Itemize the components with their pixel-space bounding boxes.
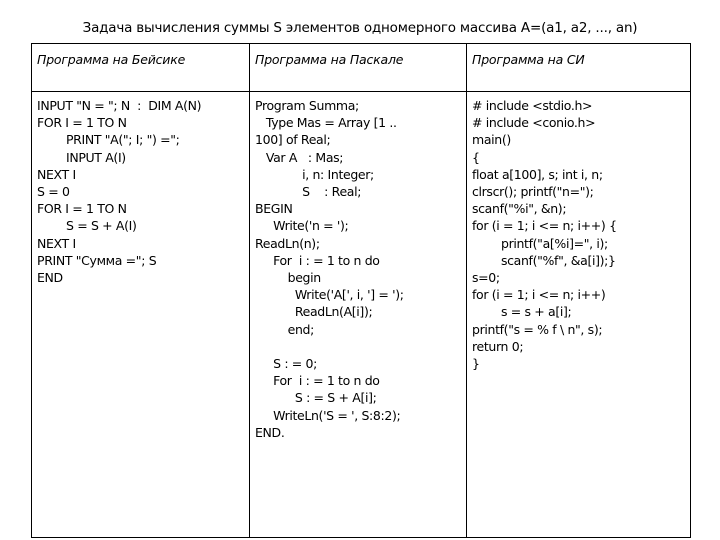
code-line: Var A : Mas; xyxy=(255,149,344,165)
code-line: S : = 0; xyxy=(255,356,318,372)
code-line: S = 0 xyxy=(37,184,70,200)
table-header-row xyxy=(32,44,691,92)
code-line: S : = S + A[i]; xyxy=(255,390,377,406)
code-line: S = S + A(I) xyxy=(37,218,137,234)
code-line: for (i = 1; i <= n; i++) xyxy=(472,287,606,303)
programs-table xyxy=(31,43,691,538)
code-line: For i : = 1 to n do xyxy=(255,373,380,389)
code-line: float a[100], s; int i, n; xyxy=(472,166,603,182)
code-line: s=0; xyxy=(472,270,500,286)
code-line: FOR I = 1 TO N xyxy=(37,115,127,131)
code-line: ReadLn(A[i]); xyxy=(255,304,373,320)
code-line: # include <conio.h> xyxy=(472,115,596,131)
code-line: printf("a[%i]=", i); xyxy=(472,235,608,251)
pascal-code-cell xyxy=(250,92,467,538)
table-code-row xyxy=(32,92,691,538)
code-line: 100] of Real; xyxy=(255,132,331,148)
code-line: s = s + a[i]; xyxy=(472,304,572,320)
code-line: Program Summa; xyxy=(255,98,359,113)
code-line: INPUT "N = "; N : DIM A(N) xyxy=(37,98,202,113)
page-title: Задача вычисления суммы S элементов одномерного массива A=(a1, a2, ..., an) xyxy=(82,20,638,36)
code-line: return 0; xyxy=(472,338,524,354)
code-line: i, n: Integer; xyxy=(255,166,374,182)
c-code-cell xyxy=(467,92,691,538)
code-line: BEGIN xyxy=(255,201,293,217)
header-c: Программа на СИ xyxy=(467,44,691,92)
code-line: # include <stdio.h> xyxy=(472,98,593,113)
code-line: For i : = 1 to n do xyxy=(255,252,380,268)
code-line: FOR I = 1 TO N xyxy=(37,201,127,217)
code-line: { xyxy=(472,149,480,165)
code-line: WriteLn('S = ', S:8:2); xyxy=(255,407,401,423)
code-line: begin xyxy=(255,270,321,286)
header-basic: Программа на Бейсике xyxy=(32,44,250,92)
code-line: end; xyxy=(255,321,314,337)
code-line: Write('A[', i, '] = '); xyxy=(255,287,404,303)
code-line: Type Mas = Array [1 .. xyxy=(255,115,397,131)
code-line: clrscr(); printf("n="); xyxy=(472,184,594,200)
code-line: END xyxy=(37,270,63,286)
code-line xyxy=(255,338,461,355)
code-line: NEXT I xyxy=(37,235,76,251)
code-line: printf("s = % f \ n", s); xyxy=(472,321,603,337)
header-pascal: Программа на Паскале xyxy=(250,44,467,92)
code-line: END. xyxy=(255,424,285,440)
basic-code-cell xyxy=(32,92,250,538)
code-line: S : Real; xyxy=(255,184,362,200)
code-line: scanf("%i", &n); xyxy=(472,201,567,217)
code-line: PRINT "Сумма ="; S xyxy=(37,252,157,268)
code-line: ReadLn(n); xyxy=(255,235,320,251)
code-line: INPUT A(I) xyxy=(37,149,126,165)
code-line: scanf("%f", &a[i]);} xyxy=(472,252,616,268)
code-line: for (i = 1; i <= n; i++) { xyxy=(472,218,617,234)
code-line: Write('n = '); xyxy=(255,218,349,234)
code-line: main() xyxy=(472,132,511,148)
code-line: PRINT "A("; I; ") ="; xyxy=(37,132,180,148)
code-line: NEXT I xyxy=(37,166,76,182)
code-line: } xyxy=(472,356,480,372)
